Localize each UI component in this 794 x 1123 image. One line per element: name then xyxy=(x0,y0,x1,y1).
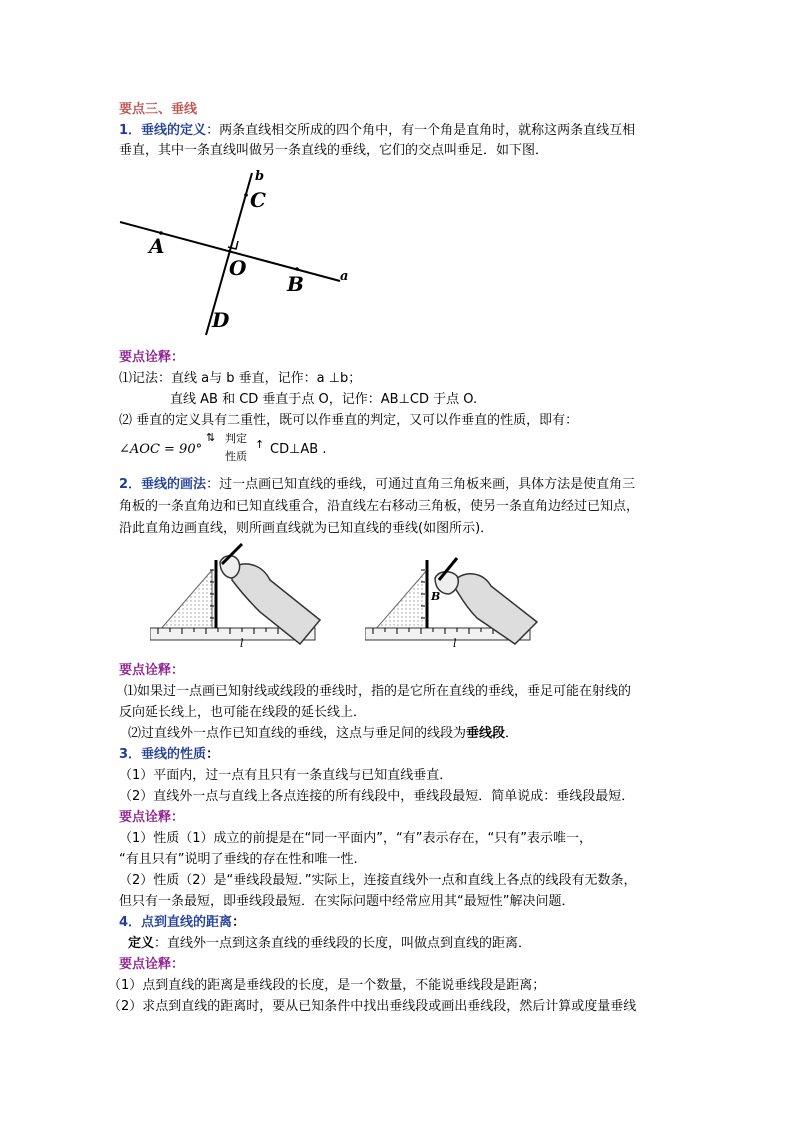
definition-line-2: 垂直，其中一条直线叫做另一条直线的垂线，它们的交点叫垂足．如下图． xyxy=(119,143,549,158)
distance-definition xyxy=(128,934,531,954)
properties-heading xyxy=(119,745,219,765)
arrow-icon: ↑ xyxy=(255,438,265,451)
note3-heading: 要点诠释： xyxy=(119,810,185,825)
triangle-ruler xyxy=(375,570,427,630)
angle-expression: ∠AOC = 90° xyxy=(119,442,203,457)
label-D: D xyxy=(212,308,230,332)
label-O: O xyxy=(229,256,247,280)
drawing-title: 垂线的画法 xyxy=(141,477,207,492)
judge-label: 判定 xyxy=(225,432,247,445)
note1-line-3: ⑵ 垂直的定义具有二重性，既可以作垂直的判定，又可以作垂直的性质，即有： xyxy=(119,413,579,428)
note2-heading: 要点诠释： xyxy=(119,663,185,678)
perpendicular-lines-figure xyxy=(115,165,375,340)
triangle-ruler-photo-right xyxy=(365,540,545,650)
point-C xyxy=(244,193,248,197)
note2-line-3-end: ． xyxy=(505,726,519,741)
note2-line-3 xyxy=(128,724,518,744)
note1-angle-equivalence xyxy=(119,440,202,460)
note4-line-2: （2）求点到直线的距离时，要从已知条件中找出垂线段或画出垂线段，然后计算或度量垂线 xyxy=(108,999,637,1014)
definition-line-1 xyxy=(119,121,635,141)
note2-line-2: 反向延长线上，也可能在线段的延长线上． xyxy=(119,705,367,720)
note3-line-4: 但只有一条最短，即垂线段最短．在实际问题中经常应用其“最短性”解决问题． xyxy=(119,894,575,909)
definition-title: 垂线的定义 xyxy=(141,123,207,138)
label-l-right: l xyxy=(453,637,457,650)
label-a: a xyxy=(340,269,349,284)
perpendicular-segment-term: 垂线段 xyxy=(466,726,506,741)
definition-text-1: ：两条直线相交所成的四个角中，有一个角是直角时，就称这两条直线互相 xyxy=(206,123,636,138)
definition-text: ：直线外一点到这条直线的垂线段的长度，叫做点到直线的距离． xyxy=(154,936,532,951)
label-A: A xyxy=(149,234,165,258)
properties-line-2: （2）直线外一点与直线上各点连接的所有线段中，垂线段最短．简单说成：垂线段最短． xyxy=(119,789,635,804)
properties-title: 垂线的性质 xyxy=(141,747,207,762)
distance-heading xyxy=(119,913,245,933)
drawing-text-1: ：过一点画已知直线的垂线，可通过直角三角板来画，具体方法是使直角三 xyxy=(206,477,636,492)
note2-line-1: ⑴如果过一点画已知射线或线段的垂线时，指的是它所在直线的垂线，垂足可能在射线的 xyxy=(124,684,632,699)
arrow-up-down-icon: ⇅ xyxy=(206,431,216,444)
point-B xyxy=(295,267,299,271)
note4-heading: 要点诠释： xyxy=(119,957,185,972)
hand-shape xyxy=(220,556,240,578)
property-label: 性质 xyxy=(225,450,247,463)
triangle-ruler xyxy=(160,570,212,630)
label-B-right: B xyxy=(431,590,441,603)
note3-line-3: （2）性质（2）是“垂线段最短．”实际上，连接直线外一点和直线上各点的线段有无数条， xyxy=(119,873,637,888)
label-C: C xyxy=(250,188,266,212)
distance-number: 4． xyxy=(119,915,142,930)
label-l-left: l xyxy=(240,637,244,650)
definition-number: 1． xyxy=(119,123,142,138)
note1-result: CD⊥AB . xyxy=(270,442,327,457)
properties-line-1: （1）平面内，过一点有且只有一条直线与已知直线垂直． xyxy=(119,768,453,783)
label-b: b xyxy=(255,169,265,184)
note1-line-1: ⑴记法：直线 a与 b 垂直，记作：a ⊥b； xyxy=(119,371,362,386)
properties-number: 3． xyxy=(119,747,142,762)
note3-line-2: “有且只有”说明了垂线的存在性和唯一性. xyxy=(119,852,358,867)
drawing-line-1 xyxy=(119,475,635,495)
drawing-number: 2． xyxy=(119,477,142,492)
distance-colon: ： xyxy=(232,915,246,930)
note1-line-2: 直线 AB 和 CD 垂直于点 O，记作：AB⊥CD 于点 O. xyxy=(170,392,478,407)
note1-heading: 要点诠释： xyxy=(119,350,185,365)
note2-line-3-text: ⑵过直线外一点作已知直线的垂线，这点与垂足间的线段为 xyxy=(128,726,467,741)
note4-line-1: （1）点到直线的距离是垂线段的长度，是一个数量，不能说垂线段是距离； xyxy=(108,978,546,993)
drawing-line-2: 角板的一条直角边和已知直线重合，沿直线左右移动三角板，使另一条直角边经过已知点， xyxy=(119,499,640,514)
properties-colon: ： xyxy=(206,747,220,762)
definition-label: 定义 xyxy=(128,936,155,951)
distance-title: 点到直线的距离 xyxy=(141,915,233,930)
note3-line-1: （1）性质（1）成立的前提是在“同一平面内”，“有”表示存在，“只有”表示唯一， xyxy=(119,831,592,846)
triangle-ruler-photo-left xyxy=(150,540,330,650)
label-B: B xyxy=(287,272,304,296)
section-title: 要点三、垂线 xyxy=(119,102,198,117)
drawing-line-3: 沿此直角边画直线，则所画直线就为已知直线的垂线(如图所示)． xyxy=(119,521,494,536)
